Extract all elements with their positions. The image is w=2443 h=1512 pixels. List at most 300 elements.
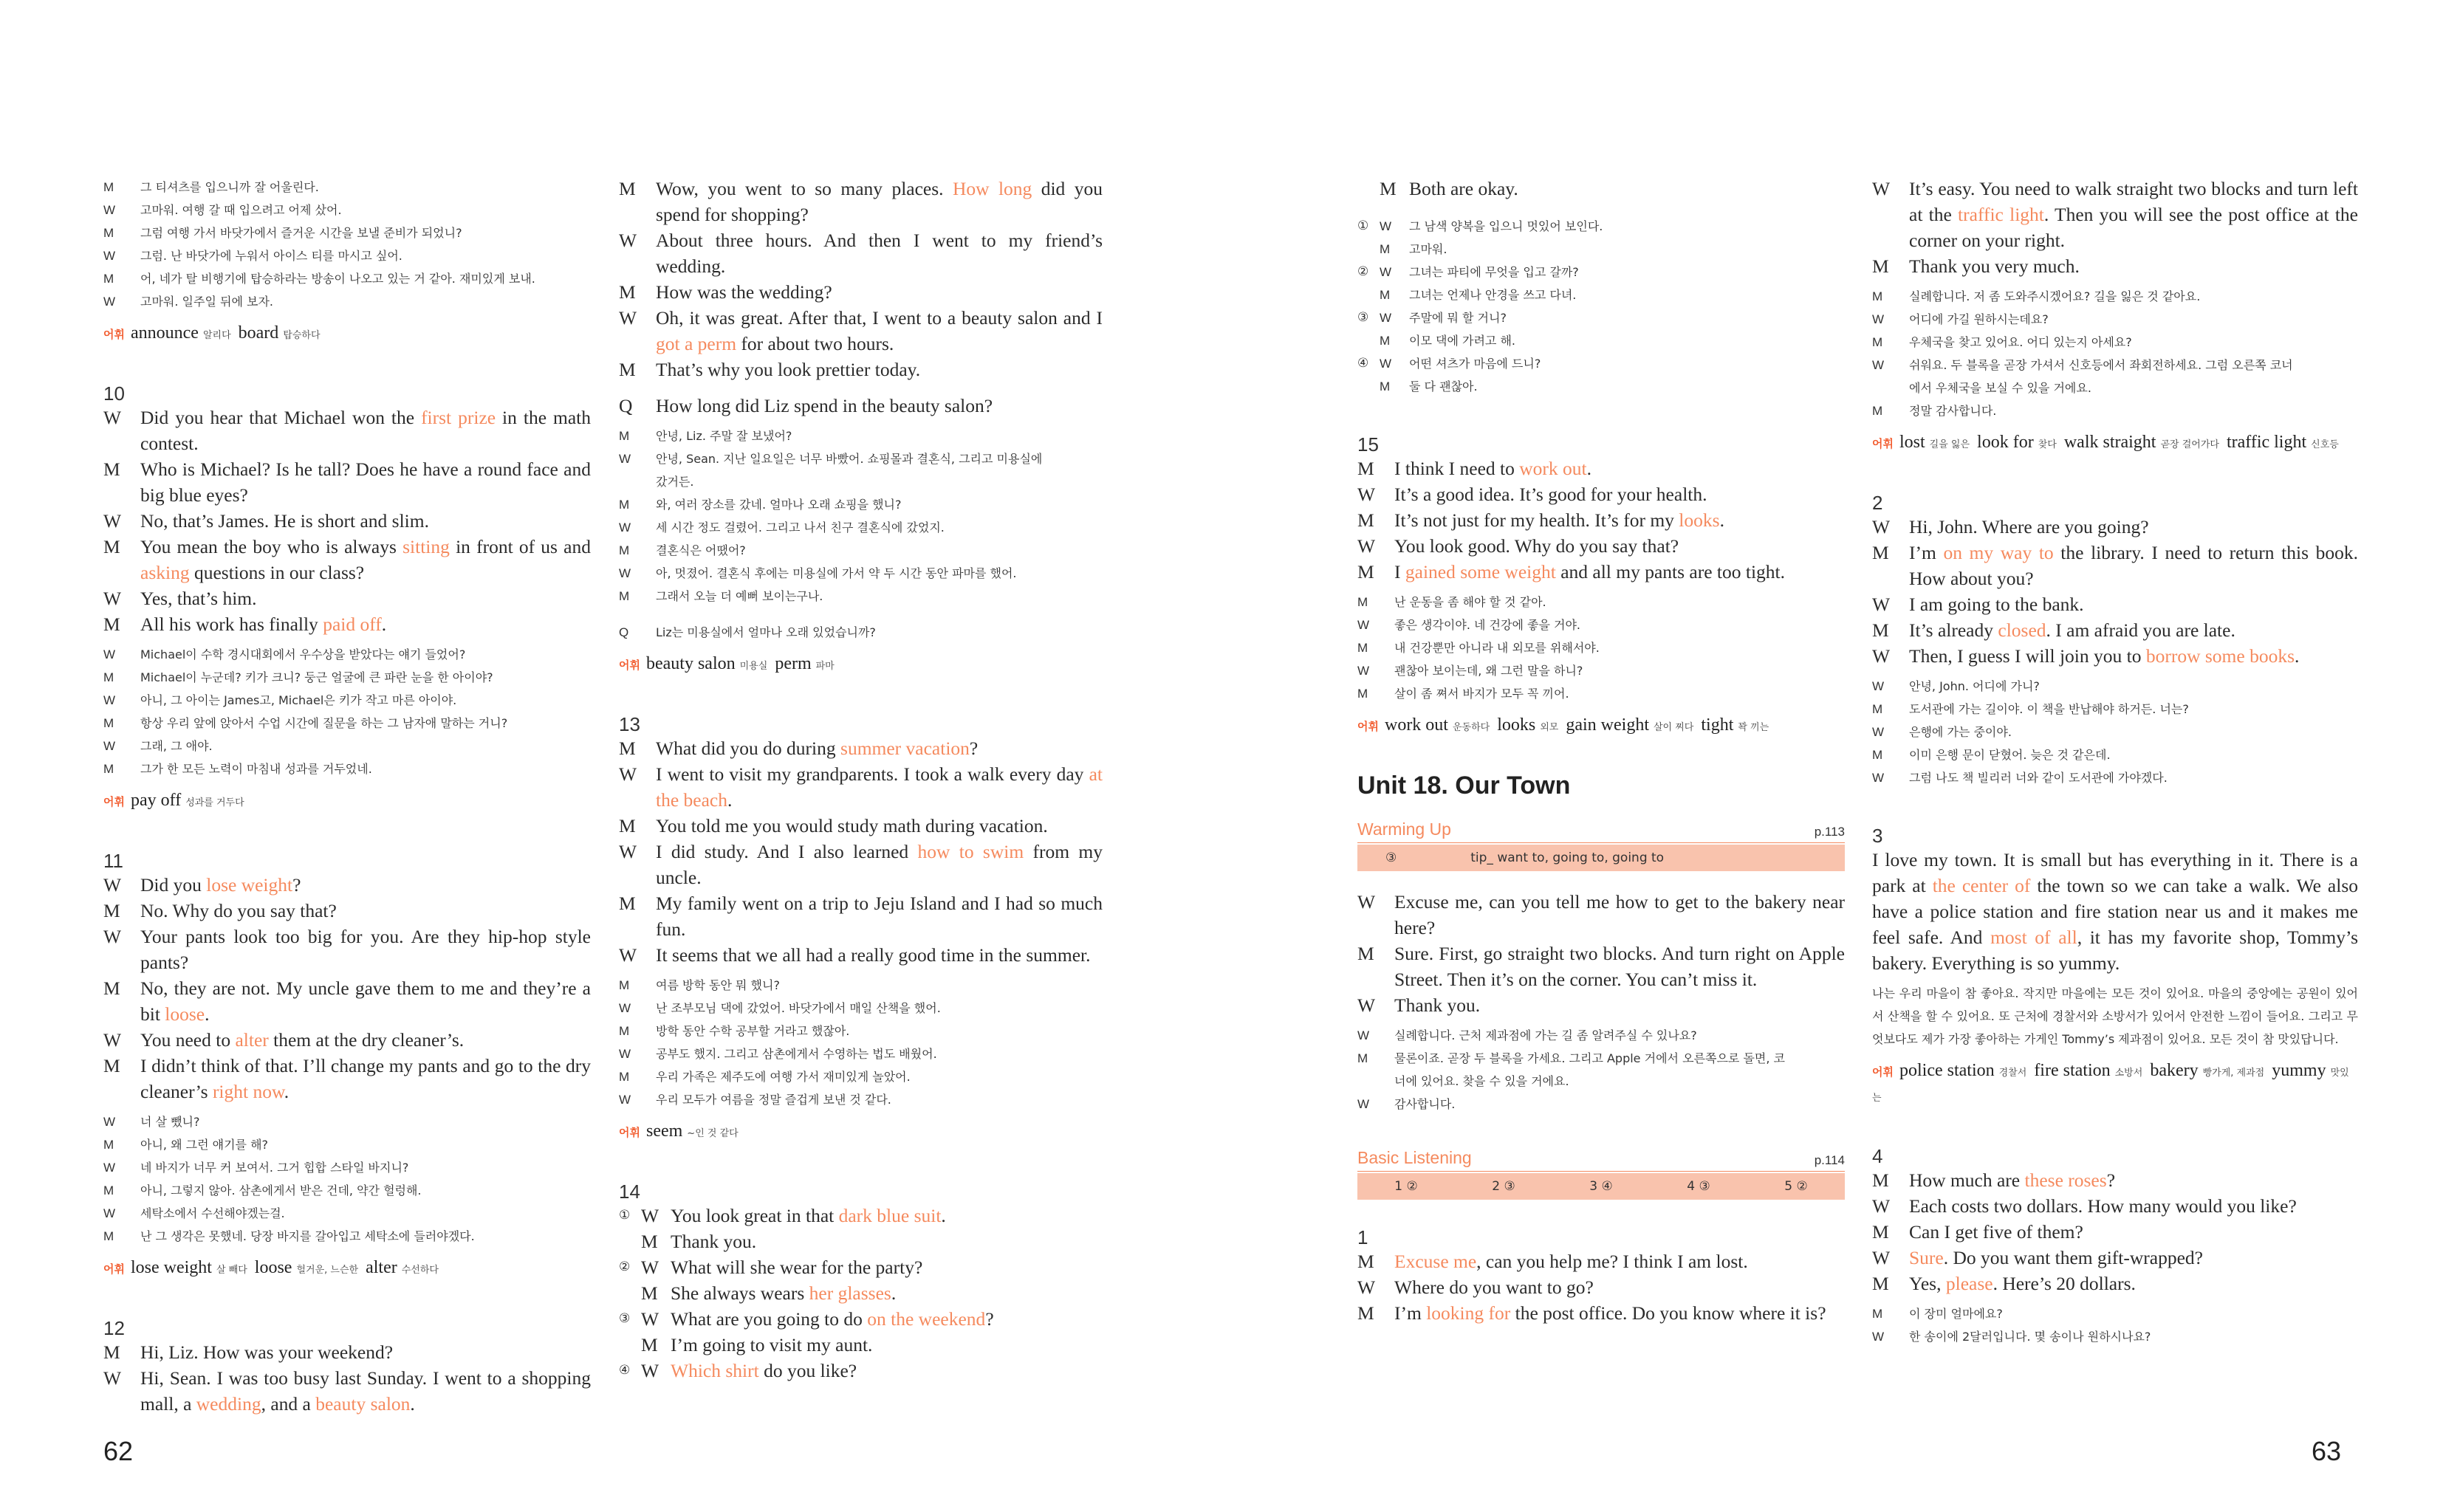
text-segment: . Here’s 20 dollars.: [1993, 1273, 2136, 1294]
speaker-label: W: [1872, 1247, 1891, 1268]
dialogue-text: [140, 405, 591, 456]
translation-line: [619, 447, 1103, 470]
dialogue-text: [1909, 1193, 2358, 1219]
dialogue-text: [656, 305, 1103, 357]
speaker-label: W: [619, 452, 631, 466]
spacer: [619, 608, 1103, 615]
text-segment: Hi, Liz. How was your weekend?: [140, 1341, 394, 1363]
translation-text: 고마워. 여행 갈 때 입으려고 어제 샀어.: [140, 203, 342, 217]
text-segment: Hi, Sean. I was too busy last Sunday. I went to a shopping mall, a: [140, 1367, 591, 1415]
vocab-gloss: 길을 잃은: [1929, 439, 1970, 450]
speaker-label: W: [103, 926, 122, 947]
vocab-word: lost: [1899, 433, 1930, 452]
vocabulary-tag: 어휘: [103, 795, 125, 808]
question-number: 11: [103, 850, 123, 872]
text-segment: and all my pants are too tight.: [1555, 561, 1786, 583]
text-segment: Oh, it was great. After that, I went to a beauty salon and I: [656, 307, 1103, 329]
translation-text: 난 조부모님 댁에 갔었어. 바닷가에서 매일 산책을 했어.: [656, 1001, 941, 1015]
speaker-label: M: [103, 977, 120, 999]
question-number: 14: [619, 1181, 640, 1203]
answer-number: ③: [1385, 850, 1397, 865]
dialogue-text: [140, 1339, 591, 1365]
translation-text: 공부도 했지. 그리고 삼촌에게서 수영하는 법도 배웠어.: [656, 1047, 937, 1061]
passage-korean: 나는 우리 마을이 참 좋아요. 작지만 마을에는 모든 것이 있어요. 마을의 중앙에는 공원이 있어서 산책을 할 수 있어요. 또 근처에 경찰서와 소방서가 있어서 안전한 느낌이 들어요. 그리고 무엇보다도 제가 가장 좋아하는 가게인 Tommy’s 제과점이 있어요. 모든 것이 참 맛있답니다.: [1872, 986, 2358, 1046]
question-number: 2: [1872, 492, 1883, 514]
dialogue-text: [1909, 1271, 2358, 1296]
vocab-gloss: 알리다: [202, 330, 231, 341]
speaker-label: W: [1872, 645, 1891, 667]
dialogue-text: [140, 898, 591, 924]
text-segment: , it has my favorite shop, Tommy’s bakery. Everything is so yummy.: [1872, 927, 2358, 974]
page-number-right: 63: [2312, 1436, 2342, 1466]
text-segment: What will she wear for the party?: [671, 1257, 923, 1278]
answer-item: 1 ②: [1394, 1179, 1418, 1194]
translation-line: [619, 1065, 1103, 1088]
highlighted-phrase: right now: [212, 1081, 284, 1102]
dialogue-english: [1872, 176, 2358, 279]
section-rule: [1357, 842, 1845, 843]
dialogue-line: [103, 534, 591, 585]
highlighted-phrase: looks: [1679, 509, 1720, 531]
vocab-gloss: 꽉 끼는: [1738, 722, 1769, 733]
translation-line: [619, 470, 1103, 493]
translation-text: 방학 동안 수학 공부할 거라고 했잖아.: [656, 1024, 850, 1038]
text-segment: .: [727, 789, 733, 811]
translation-text: 안녕, Liz. 주말 잘 보냈어?: [656, 429, 792, 443]
section-page-ref: p.114: [1814, 1153, 1845, 1167]
translation-line: [103, 221, 591, 244]
highlighted-phrase: her glasses: [809, 1282, 891, 1304]
text-segment: . I am afraid you are late.: [2046, 619, 2235, 641]
speaker-label: M: [619, 543, 630, 557]
column-3: [1357, 176, 1845, 1326]
highlighted-phrase: asking: [140, 562, 190, 583]
speaker-label: M: [619, 815, 636, 836]
vocab-gloss: 성과를 거두다: [185, 797, 244, 808]
highlighted-phrase: summer vacation: [840, 738, 970, 759]
vocabulary-line: [1872, 1059, 2358, 1110]
dialogue-korean: [619, 974, 1103, 1111]
speaker-label: M: [1357, 458, 1374, 479]
vocab-gloss: 파마: [815, 661, 835, 672]
vocabulary-line: [1357, 714, 1845, 739]
vocab-gloss: 신호등: [2311, 439, 2339, 450]
dialogue-line: [103, 405, 591, 456]
highlighted-phrase: how to swim: [917, 841, 1024, 862]
dialogue-text: Both are okay.: [1409, 178, 1518, 199]
dialogue-english: [1872, 514, 2358, 669]
translation-line: [619, 1020, 1103, 1042]
dialogue-text: [1909, 1167, 2358, 1193]
vocab-word: gain weight: [1566, 715, 1654, 735]
question-number: 13: [619, 713, 640, 735]
translation-line: [1357, 614, 1845, 636]
text-segment: the town so we can take a walk. We also have a police station and fire station near us and it makes me feel safe. And: [1872, 875, 2358, 948]
translation-line: [619, 539, 1103, 562]
dialogue-line: [103, 872, 591, 898]
speaker-label: M: [1872, 289, 1883, 303]
dialogue-line: [103, 1027, 591, 1053]
vocab-word: board: [238, 323, 284, 343]
text-segment: What did you do during: [656, 738, 841, 759]
dialogue-text: [140, 872, 591, 898]
text-segment: It’s easy. You need to walk straight two blocks and turn left at the: [1909, 178, 2358, 225]
translation-line: [103, 290, 591, 313]
text-segment: I think I need to: [1394, 458, 1520, 479]
option-circle-number: [619, 1280, 641, 1306]
speaker-label: W: [1357, 484, 1376, 505]
vocab-gloss: ~인 것 같다: [687, 1128, 739, 1139]
option-line: [619, 1332, 1103, 1358]
translation-line: [103, 1110, 591, 1133]
text-segment: I didn’t think of that. I’ll change my pants and go to the dry cleaner’s: [140, 1055, 591, 1102]
dialogue-text: [140, 508, 591, 534]
speaker-label: M: [103, 670, 114, 684]
speaker-label: W: [1357, 1097, 1370, 1111]
dialogue-text: [656, 279, 1103, 305]
dialogue-line: [1357, 481, 1845, 507]
vocab-word: look for: [1977, 433, 2038, 452]
options-korean: [1357, 215, 1845, 398]
dialogue-line: [1357, 559, 1845, 585]
speaker-label: M: [1357, 1051, 1368, 1065]
dialogue-text: [671, 1203, 1103, 1228]
text-segment: Thank you very much.: [1909, 255, 2080, 277]
translation-text: 결혼식은 어땠어?: [656, 543, 746, 557]
option-circle-number: [1357, 375, 1380, 398]
text-segment: , and a: [261, 1393, 316, 1415]
dialogue-english: [103, 872, 591, 1104]
section-rule: [1357, 1171, 1845, 1172]
speaker-label: M: [1872, 255, 1889, 277]
speaker-label: M: [1357, 1302, 1374, 1324]
dialogue-text: [1909, 617, 2358, 643]
speaker-label: M: [103, 1138, 114, 1152]
option-line: [619, 1358, 1103, 1384]
speaker-label: M: [103, 458, 120, 480]
speaker-label: W: [1357, 618, 1370, 632]
speaker-label: W: [1872, 1195, 1891, 1217]
translation-line: [619, 621, 1103, 644]
text-segment: from my uncle.: [656, 841, 1103, 888]
translation-line: [103, 643, 591, 666]
text-segment: for about two hours.: [736, 333, 894, 354]
dialogue-line: [619, 735, 1103, 761]
text-segment: No. Why do you say that?: [140, 900, 337, 921]
vocabulary-line: [103, 789, 591, 814]
translation-line: [1872, 354, 2358, 377]
text-segment: Did you: [140, 874, 207, 896]
text-segment: Wow, you went to so many places.: [656, 178, 953, 199]
speaker-label: M: [619, 178, 636, 199]
text-segment: . Then you will see the post office at the corner on your right.: [1909, 204, 2359, 251]
translation-text: 그녀는 언제나 안경을 쓰고 다녀.: [1409, 288, 1577, 302]
dialogue-text: [1394, 1274, 1845, 1300]
highlighted-phrase: gained some weight: [1405, 561, 1556, 583]
speaker-label: M: [103, 1183, 114, 1197]
dialogue-text: [1394, 1300, 1845, 1326]
dialogue-line: [619, 839, 1103, 890]
translation-text: 좋은 생각이야. 네 건강에 좋을 거야.: [1394, 618, 1580, 632]
translation-line: [1357, 238, 1845, 261]
dialogue-text: [671, 1228, 1103, 1254]
vocab-word: tight: [1701, 715, 1738, 735]
translation-line: [103, 199, 591, 221]
answer-band: [1357, 845, 1845, 871]
speaker-label: W: [103, 693, 116, 707]
speaker-label: W: [103, 1161, 116, 1175]
dialogue-line: [103, 585, 591, 611]
translation-text: 쉬워요. 두 블록을 곧장 가셔서 신호등에서 좌회전하세요. 그럼 오른쪽 코너: [1909, 358, 2293, 372]
speaker-label: W: [103, 510, 122, 532]
vocab-gloss: 운동하다: [1452, 722, 1490, 733]
translation-line: [1872, 308, 2358, 331]
speaker-label: W: [103, 203, 116, 217]
answer-item: 4 ③: [1687, 1179, 1710, 1194]
text-segment: ?: [969, 738, 979, 759]
dialogue-text: [671, 1358, 1103, 1384]
translation-line: [1357, 659, 1845, 682]
dialogue-text: [140, 924, 591, 975]
text-segment: You need to: [140, 1029, 236, 1051]
option-line: [619, 1203, 1103, 1228]
column-2: [619, 176, 1103, 1384]
vocab-word: bakery: [2150, 1061, 2203, 1080]
dialogue-line: [1357, 1248, 1845, 1274]
speaker-label: W: [1872, 312, 1885, 326]
translation-text: Michael이 누군데? 키가 크니? 둥근 얼굴에 큰 파란 눈을 한 아이야?: [140, 670, 493, 684]
translation-line: [103, 244, 591, 267]
option-line: [619, 1306, 1103, 1332]
translation-text: 그 남색 양복을 입으니 멋있어 보인다.: [1409, 219, 1603, 233]
dialogue-line: [619, 176, 1103, 227]
highlighted-phrase: on the weekend: [867, 1308, 986, 1330]
section-header: [1357, 1148, 1845, 1168]
translation-text: 그가 한 모든 노력이 마침내 성과를 거두었네.: [140, 762, 372, 776]
text-segment: How was the wedding?: [656, 281, 832, 303]
option-circle-number: ②: [1357, 264, 1369, 279]
speaker-label: [619, 470, 656, 493]
translation-text: 어디에 가길 원하시는데요?: [1909, 312, 2049, 326]
vocab-word: police station: [1899, 1061, 1999, 1080]
dialogue-line: [1872, 540, 2358, 591]
dialogue-line: [1872, 1245, 2358, 1271]
text-segment: What are you going to do: [671, 1308, 868, 1330]
dialogue-text: [1394, 992, 1845, 1018]
text-segment: .: [381, 614, 387, 635]
question-text: How long did Liz spend in the beauty salon?: [656, 395, 993, 416]
speaker-label: W: [103, 295, 116, 309]
column-4: [1872, 176, 2358, 1348]
answer-item: 3 ④: [1589, 1179, 1613, 1194]
vocabulary-tag: 어휘: [1872, 1065, 1894, 1079]
vocabulary-tag: 어휘: [103, 328, 125, 341]
translation-text: 괜찮아 보이는데, 왜 그런 말을 하니?: [1394, 664, 1583, 678]
dialogue-korean: [1357, 1024, 1845, 1116]
dialogue-text: [656, 813, 1103, 839]
vocab-word: perm: [775, 654, 816, 673]
speaker-label: W: [1380, 357, 1392, 371]
vocab-word: beauty salon: [645, 654, 740, 673]
dialogue-text: [1394, 507, 1845, 533]
speaker-label: W: [619, 1093, 631, 1107]
dialogue-text: [671, 1280, 1103, 1306]
dialogue-english: [1357, 456, 1845, 585]
dialogue-text: [656, 890, 1103, 942]
translation-line: [1872, 766, 2358, 789]
speaker-label: M: [619, 589, 630, 603]
dialogue-line: [103, 898, 591, 924]
dialogue-text: [671, 1254, 1103, 1280]
text-segment: Your pants look too big for you. Are they hip-hop style pants?: [140, 926, 591, 973]
vocab-word: walk straight: [2063, 433, 2161, 452]
dialogue-text: [1909, 643, 2358, 669]
dialogue-line: [619, 942, 1103, 968]
answer-band: [1357, 1173, 1845, 1200]
speaker-label: M: [619, 1070, 630, 1084]
speaker-label: M: [1872, 542, 1889, 563]
text-segment: .: [891, 1282, 897, 1304]
speaker-label: W: [103, 739, 116, 753]
text-segment: I’m: [1394, 1302, 1427, 1324]
vocab-gloss: 찾다: [2038, 439, 2057, 450]
translation-text: 그래서 오늘 더 예뻐 보이는구나.: [656, 589, 823, 603]
speaker-label: M: [103, 716, 114, 730]
speaker-label: W: [619, 566, 631, 580]
highlighted-phrase: loose: [165, 1003, 205, 1025]
question-number: 15: [1357, 433, 1379, 456]
translation-text: 그녀는 파티에 무엇을 입고 갈까?: [1409, 265, 1579, 279]
unit-title: Unit 18. Our Town: [1357, 772, 1571, 800]
option-circle-number: ④: [619, 1363, 631, 1378]
translation-text: 항상 우리 앞에 앉아서 수업 시간에 질문을 하는 그 남자애 말하는 거니?: [140, 716, 508, 730]
speaker-label: M: [641, 1231, 658, 1252]
dialogue-english: [1357, 1248, 1845, 1326]
dialogue-line: [619, 890, 1103, 942]
answer-item: 2 ③: [1492, 1179, 1515, 1194]
text-segment: Excuse me, can you tell me how to get to the bakery near here?: [1394, 891, 1845, 938]
speaker-label: W: [103, 1206, 116, 1220]
highlighted-phrase: Sure: [1909, 1247, 1944, 1268]
dialogue-english: [103, 405, 591, 637]
text-segment: How much are: [1909, 1169, 2025, 1191]
dialogue-line: [1872, 176, 2358, 253]
text-segment: She always wears: [671, 1282, 809, 1304]
speaker-label: W: [641, 1360, 659, 1381]
speaker-label: W: [1357, 994, 1376, 1016]
translation-text: 안녕, Sean. 지난 일요일은 너무 바빴어. 쇼핑몰과 결혼식, 그리고 미용실에: [656, 452, 1043, 466]
speaker-label: M: [103, 1229, 114, 1243]
dialogue-text: [1909, 514, 2358, 540]
text-segment: Thank you.: [1394, 994, 1481, 1016]
dialogue-line: [103, 1339, 591, 1365]
text-segment: .: [2295, 645, 2300, 667]
speaker-label: M: [103, 226, 114, 240]
speaker-label: M: [619, 359, 636, 380]
text-segment: .: [1719, 509, 1724, 531]
dialogue-text: [140, 1053, 591, 1104]
vocabulary-tag: 어휘: [619, 659, 640, 672]
speaker-label: [1872, 377, 1909, 399]
speaker-label: M: [1380, 288, 1391, 302]
speaker-label: M: [641, 1334, 658, 1355]
dialogue-text: [1394, 481, 1845, 507]
dialogue-line: [1357, 533, 1845, 559]
dialogue-line: [619, 305, 1103, 357]
dialogue-line: [103, 924, 591, 975]
speaker-label: W: [1357, 1028, 1370, 1042]
translation-text: 그래, 그 애야.: [140, 739, 213, 753]
passage-english: [1872, 847, 2358, 976]
text-segment: I’m: [1909, 542, 1944, 563]
speaker-label: W: [1357, 891, 1376, 913]
translation-line: [103, 1133, 591, 1156]
translation-text: 아니, 그 아이는 James고, Michael은 키가 작고 마른 아이야.: [140, 693, 457, 707]
dialogue-line: [619, 761, 1103, 813]
dialogue-text: [140, 585, 591, 611]
vocab-gloss: 헐거운, 느슨한: [296, 1265, 359, 1276]
vocab-gloss: 빵가게, 제과점: [2202, 1068, 2265, 1079]
speaker-label: M: [1872, 1273, 1889, 1294]
text-segment: It’s not just for my health. It’s for my: [1394, 509, 1679, 531]
translation-text: 우리 가족은 제주도에 여행 가서 재미있게 놀았어.: [656, 1070, 911, 1084]
dialogue-korean: [103, 1110, 591, 1248]
text-segment: , can you help me? I think I am lost.: [1476, 1251, 1748, 1272]
speaker-label: W: [103, 1115, 116, 1129]
dialogue-text: [140, 456, 591, 508]
speaker-label: [1357, 1070, 1394, 1093]
dialogue-korean: [103, 176, 591, 313]
text-segment: Each costs two dollars. How many would you like?: [1909, 1195, 2297, 1217]
speaker-label: M: [1872, 335, 1883, 349]
dialogue-line: [619, 813, 1103, 839]
dialogue-line: [103, 456, 591, 508]
dialogue-line: [619, 279, 1103, 305]
translation-text: 내 건강뿐만 아니라 내 외모를 위해서야.: [1394, 641, 1600, 655]
speaker-label: M: [1357, 687, 1368, 701]
speaker-label: M: [1380, 379, 1391, 394]
vocab-gloss: 외모: [1540, 722, 1559, 733]
speaker-label: W: [103, 874, 122, 896]
option-circle-number: [1357, 329, 1380, 352]
dialogue-line: [1357, 992, 1845, 1018]
translation-line: [1357, 352, 1845, 375]
dialogue-text: [140, 611, 591, 637]
dialogue-line: [1357, 1274, 1845, 1300]
text-segment: .: [205, 1003, 210, 1025]
translation-line: [1357, 215, 1845, 238]
text-segment: You told me you would study math during vacation.: [656, 815, 1048, 836]
dialogue-text: [140, 975, 591, 1027]
speaker-label: W: [103, 588, 122, 609]
dialogue-line: [1872, 591, 2358, 617]
translation-line: [1872, 377, 2358, 399]
text-segment: .: [1586, 458, 1591, 479]
vocab-gloss: 곧장 걸어가다: [2160, 439, 2219, 450]
speaker-label: M: [1872, 702, 1883, 716]
dialogue-text: [1909, 1245, 2358, 1271]
dialogue-text: [1394, 533, 1845, 559]
dialogue-line: [1872, 514, 2358, 540]
translation-line: [1357, 1093, 1845, 1116]
text-segment: No, that’s James. He is short and slim.: [140, 510, 429, 532]
page-number-left: 62: [103, 1436, 134, 1466]
translation-text: 감사합니다.: [1394, 1097, 1456, 1111]
speaker-label: M: [1872, 748, 1883, 762]
dialogue-line: [619, 227, 1103, 279]
highlighted-phrase: the center of: [1932, 875, 2031, 896]
vocab-word: looks: [1497, 715, 1541, 735]
